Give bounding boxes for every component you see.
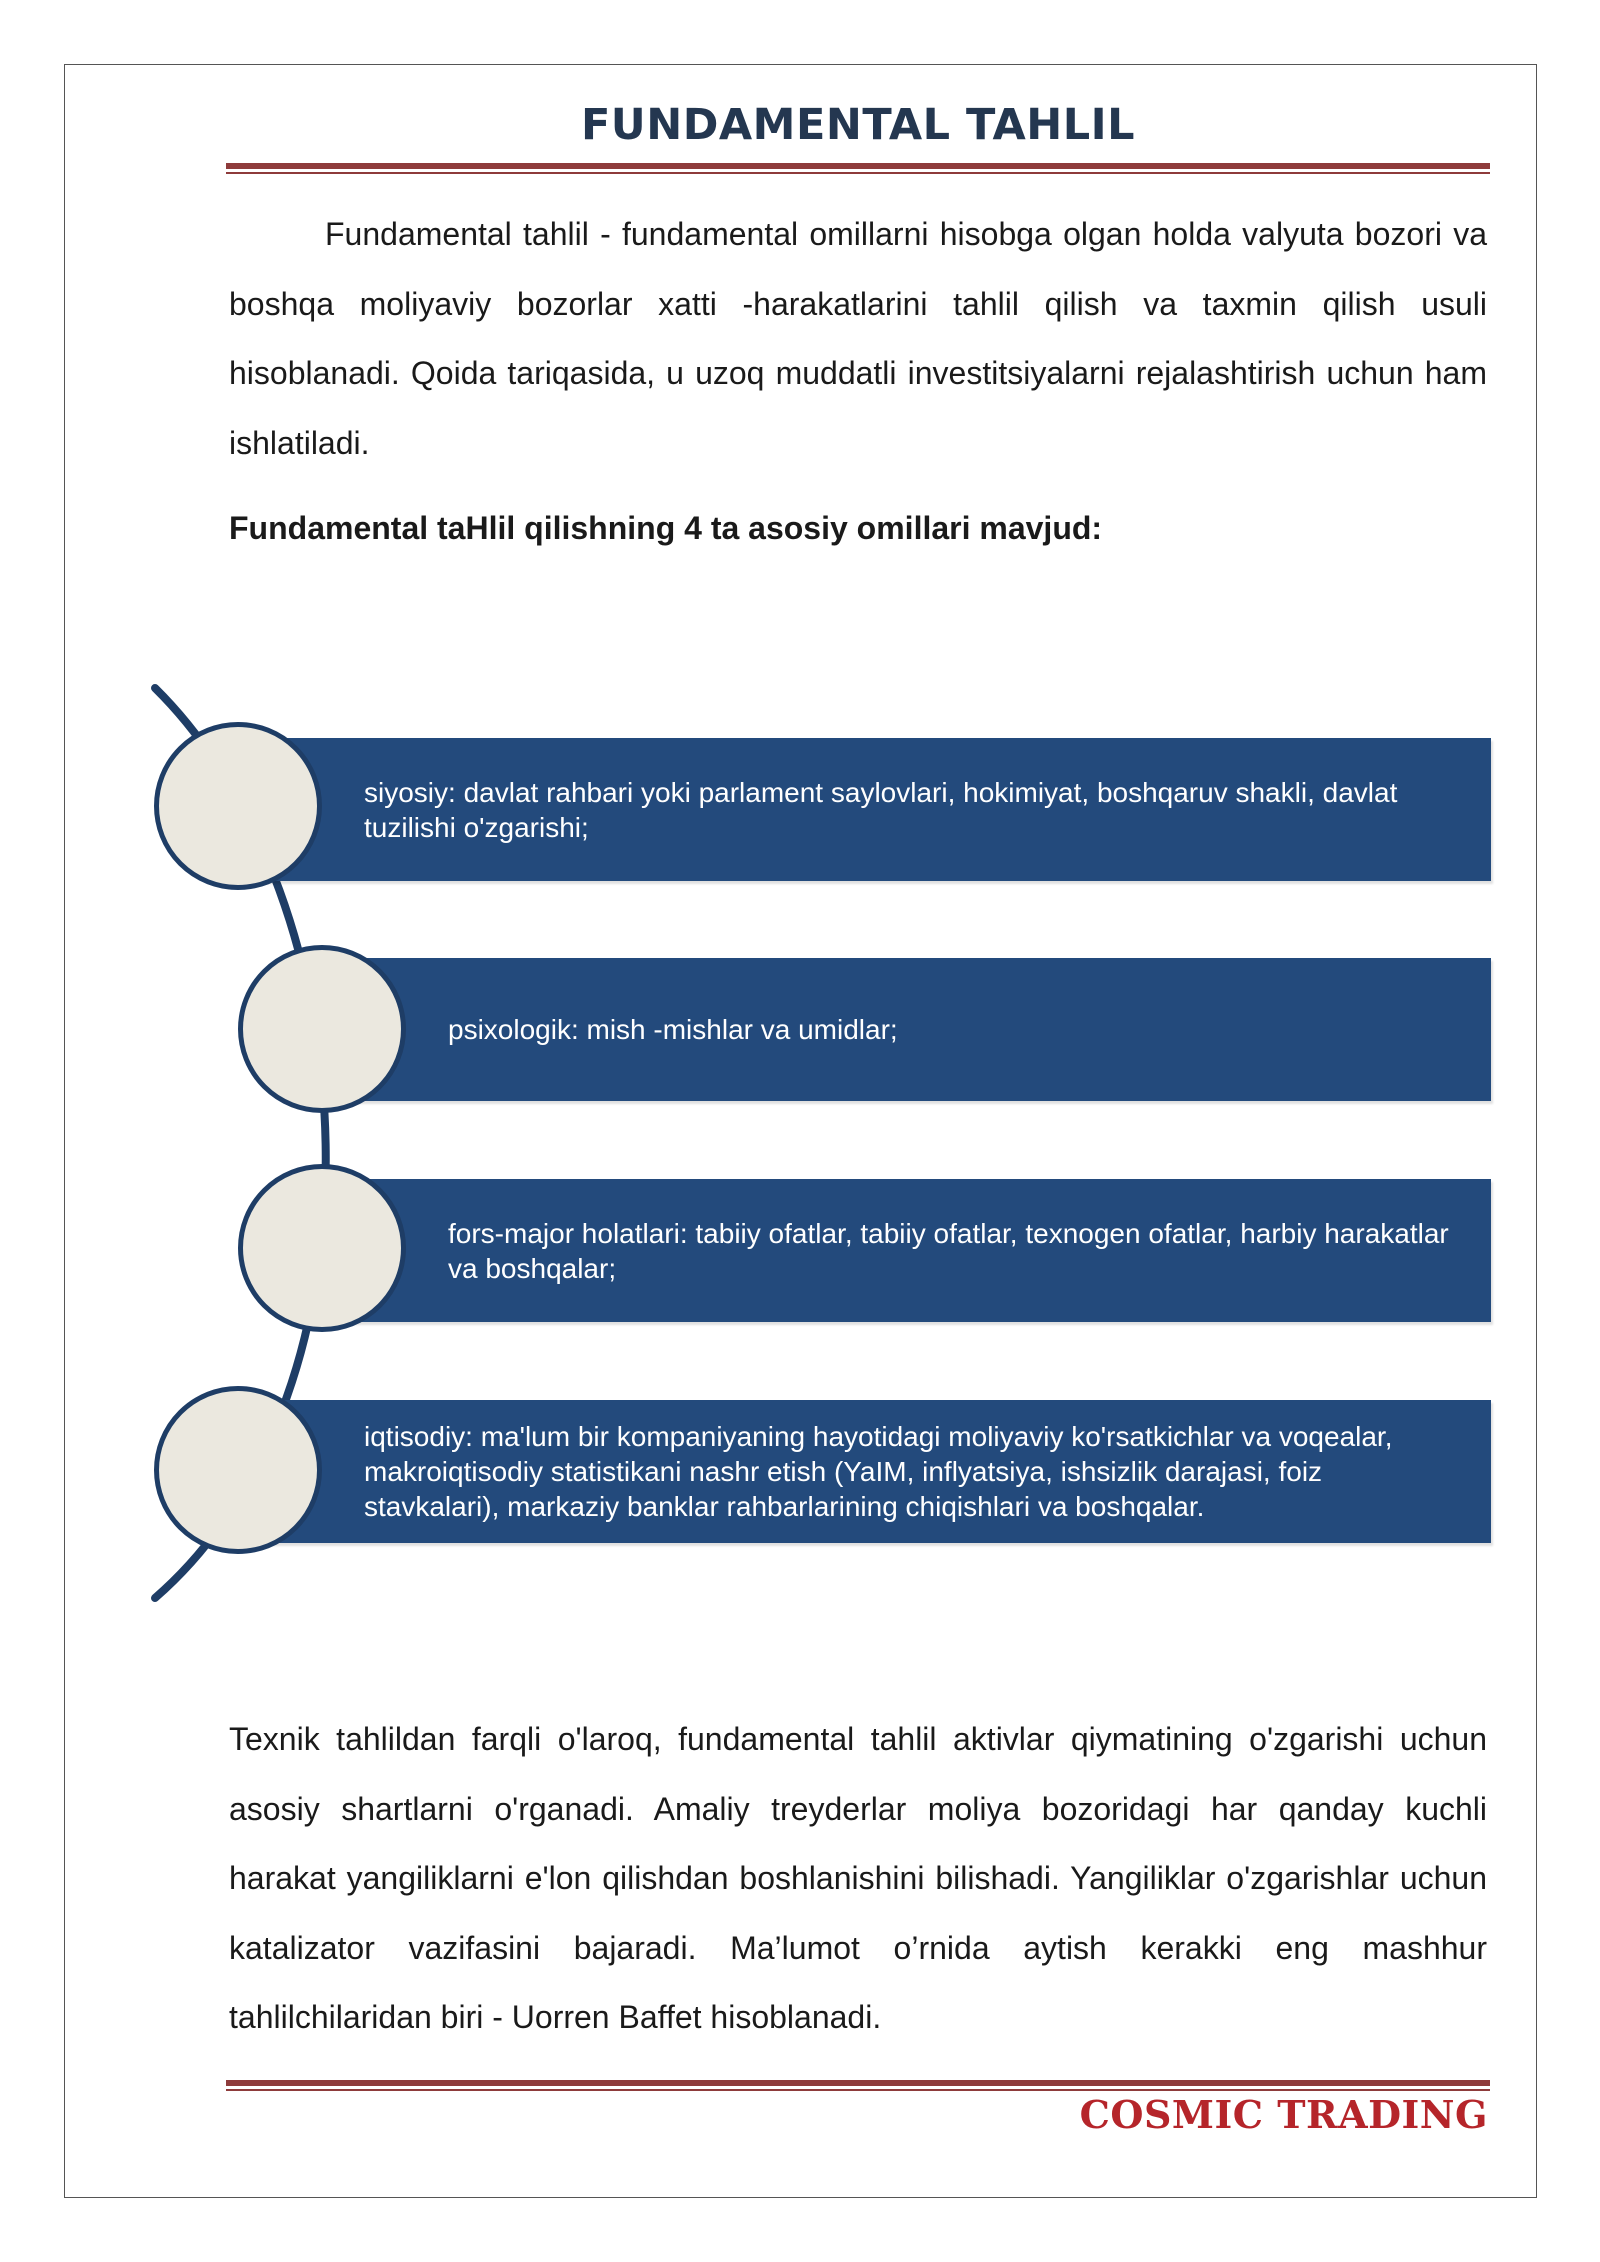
- factors-heading: Fundamental taHlil qilishning 4 ta asosiy omillari mavjud:: [229, 510, 1103, 546]
- factor-text-economic: iqtisodiy: ma'lum bir kompaniyaning hayotidagi moliyaviy ko'rsatkichlar va voqealar, makroiqtisodiy statistikani nashr etish (YaIM, inflyatsiya, ishsizlik darajasi, foiz stavkalari), markaziy banklar rahbarlarining chiqishlari va boshqalar.: [364, 1421, 1393, 1522]
- factor-circle-economic: [154, 1386, 322, 1554]
- factor-box-political: [236, 738, 1491, 881]
- intro-paragraph: Fundamental tahlil - fundamental omillarni hisobga olgan holda valyuta bozori va boshqa moliyaviy bozorlar xatti -harakatlarini tahlil qilish va taxmin qilish usuli hisoblanadi. Qoida tariqasida, u uzoq muddatli investitsiyalarni rejalashtirish uchun ham ishlatiladi.: [229, 216, 1487, 461]
- title-divider: [226, 163, 1490, 174]
- factor-text-force-majeure: fors-major holatlari: tabiiy ofatlar, tabiiy ofatlar, texnogen ofatlar, harbiy harakatlar va boshqalar;: [448, 1217, 1449, 1284]
- factor-box-force-majeure: [320, 1179, 1491, 1322]
- factor-box-economic: [236, 1400, 1491, 1543]
- closing-paragraph: Texnik tahlildan farqli o'laroq, fundamental tahlil aktivlar qiymatining o'zgarishi uchun asosiy shartlarni o'rganadi. Amaliy treyderlar moliya bozoridagi har qanday kuchli harakat yangiliklarni e'lon qilishdan boshlanishini bilishadi. Yangiliklar o'zgarishlar uchun katalizator vazifasini bajaradi. Ma’lumot o’rnida aytish kerakki eng mashhur tahlilchilaridan biri - Uorren Baffet hisoblanadi.: [229, 1721, 1487, 2035]
- factor-text-psychological: psixologik: mish -mishlar va umidlar;: [448, 1014, 898, 1045]
- factor-circle-political: [154, 722, 322, 890]
- footer-divider: [226, 2080, 1490, 2091]
- factor-circle-psychological: [238, 945, 406, 1113]
- footer-brand: COSMIC TRADING: [1079, 2092, 1488, 2137]
- factor-box-psychological: [320, 958, 1491, 1101]
- factor-text-political: siyosiy: davlat rahbari yoki parlament saylovlari, hokimiyat, boshqaruv shakli, davlat tuzilishi o'zgarishi;: [364, 776, 1398, 843]
- factor-circle-force-majeure: [238, 1164, 406, 1332]
- page-title: FUNDAMENTAL TAHLIL: [580, 100, 1136, 150]
